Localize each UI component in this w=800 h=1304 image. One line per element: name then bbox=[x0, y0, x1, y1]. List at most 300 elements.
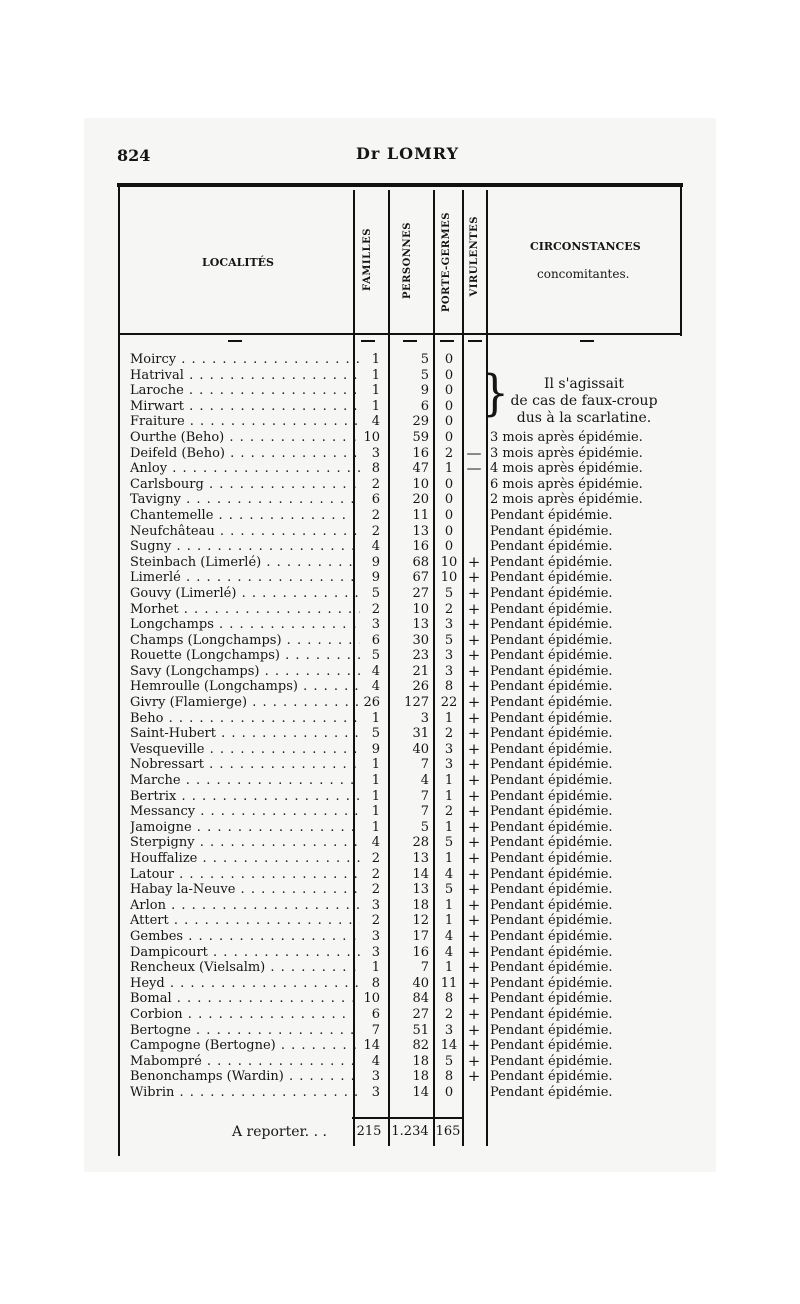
virulentes-cell: + bbox=[467, 864, 481, 883]
porte-cell: 1 bbox=[444, 960, 454, 976]
virulentes-cell: + bbox=[467, 630, 481, 649]
circonstances-cell: Pendant épidémie. bbox=[490, 866, 613, 882]
table-row bbox=[120, 804, 680, 820]
circonstances-cell: Pendant épidémie. bbox=[490, 928, 613, 944]
porte-cell: 0 bbox=[444, 383, 454, 399]
personnes-cell: 14 bbox=[412, 1084, 429, 1100]
report-personnes: 1.234 bbox=[391, 1124, 429, 1139]
table-row bbox=[120, 1004, 680, 1023]
personnes-cell: 29 bbox=[412, 414, 429, 430]
virulentes-cell: + bbox=[467, 895, 481, 914]
localite-cell: Deifeld (Beho) . . . bbox=[130, 446, 360, 462]
personnes-cell: 7 bbox=[420, 960, 429, 976]
porte-cell: 5 bbox=[444, 835, 454, 851]
localite-cell: Savy (Longchamps) . . . bbox=[130, 664, 360, 680]
localite-cell: Benonchamps (Wardin) . . . bbox=[130, 1069, 360, 1085]
personnes-cell: 10 bbox=[412, 476, 429, 492]
circonstances-cell: Pendant épidémie. bbox=[490, 819, 613, 835]
porte-cell: 0 bbox=[444, 476, 454, 492]
table-row bbox=[120, 414, 680, 430]
localite-cell: Longchamps . . . bbox=[130, 617, 360, 633]
note-line: Il s'agissait bbox=[543, 376, 625, 392]
personnes-cell: 21 bbox=[412, 663, 429, 679]
familles-cell: 6 bbox=[371, 1006, 380, 1022]
personnes-cell: 7 bbox=[420, 804, 429, 820]
personnes-cell: 17 bbox=[412, 928, 429, 944]
table-row bbox=[120, 443, 680, 462]
header-dash bbox=[580, 340, 594, 342]
circonstances-cell: Pendant épidémie. bbox=[490, 757, 613, 773]
familles-cell: 3 bbox=[371, 1084, 380, 1100]
running-head: Dr LOMRY bbox=[356, 144, 459, 163]
familles-cell: 9 bbox=[371, 570, 380, 586]
familles-cell: 26 bbox=[363, 695, 380, 711]
personnes-cell: 27 bbox=[412, 585, 429, 601]
table-row bbox=[120, 960, 680, 976]
localite-cell: Mabompré . . . bbox=[130, 1054, 360, 1070]
familles-cell: 1 bbox=[371, 819, 380, 835]
table-row bbox=[120, 648, 680, 664]
personnes-cell: 13 bbox=[412, 617, 429, 633]
localite-cell: Fraiture . . . bbox=[130, 414, 360, 430]
table-row bbox=[120, 708, 680, 727]
header-familles: FAMILLES bbox=[362, 228, 373, 291]
table-row bbox=[120, 1020, 680, 1039]
localite-cell: Givry (Flamierge) . . . bbox=[130, 695, 360, 711]
personnes-cell: 127 bbox=[404, 695, 429, 711]
familles-cell: 2 bbox=[371, 866, 380, 882]
virulentes-cell: + bbox=[467, 849, 481, 867]
circonstances-cell: Pendant épidémie. bbox=[490, 897, 613, 913]
personnes-cell: 47 bbox=[412, 461, 429, 477]
porte-cell: 5 bbox=[444, 1053, 454, 1069]
table-row bbox=[120, 895, 680, 914]
porte-cell: 3 bbox=[444, 1022, 454, 1038]
header-rule bbox=[118, 333, 681, 335]
porte-cell: 0 bbox=[444, 492, 454, 508]
table-row bbox=[120, 399, 680, 415]
personnes-cell: 40 bbox=[412, 975, 429, 991]
familles-cell: 4 bbox=[371, 539, 380, 555]
localite-cell: Bertrix . . . bbox=[130, 789, 360, 805]
note-line: de cas de faux-croup bbox=[510, 393, 658, 409]
report-porte: 165 bbox=[435, 1124, 461, 1139]
localite-cell: Ourthe (Beho) . . . bbox=[130, 430, 360, 446]
familles-cell: 2 bbox=[371, 523, 380, 539]
localite-cell: Saint-Hubert . . . bbox=[130, 726, 360, 742]
virulentes-cell: — bbox=[466, 459, 482, 478]
table-row bbox=[120, 817, 680, 836]
table-row bbox=[120, 913, 680, 929]
personnes-cell: 30 bbox=[412, 632, 429, 648]
table-row bbox=[120, 851, 680, 867]
porte-cell: 2 bbox=[444, 726, 454, 742]
familles-cell: 1 bbox=[371, 367, 380, 383]
familles-cell: 5 bbox=[371, 585, 380, 601]
personnes-cell: 28 bbox=[412, 835, 429, 851]
localite-cell: Carlsbourg . . . bbox=[130, 477, 360, 493]
familles-cell: 1 bbox=[371, 773, 380, 789]
table-row bbox=[120, 942, 680, 961]
table-row bbox=[120, 726, 680, 742]
familles-cell: 1 bbox=[371, 960, 380, 976]
localite-cell: Champs (Longchamps) . . . bbox=[130, 633, 360, 649]
personnes-cell: 5 bbox=[420, 819, 429, 835]
virulentes-cell: + bbox=[467, 817, 481, 836]
familles-cell: 5 bbox=[371, 648, 380, 664]
circonstances-cell: Pendant épidémie. bbox=[490, 648, 613, 664]
table-row bbox=[120, 991, 680, 1007]
circonstances-cell: Pendant épidémie. bbox=[490, 1006, 613, 1022]
virulentes-cell: + bbox=[467, 552, 481, 571]
porte-cell: 1 bbox=[444, 897, 454, 913]
report-label: A reporter. . . bbox=[232, 1124, 327, 1140]
table-row bbox=[120, 352, 680, 368]
localite-cell: Neufchâteau . . . bbox=[130, 524, 360, 540]
circonstances-cell: Pendant épidémie. bbox=[490, 741, 613, 757]
familles-cell: 3 bbox=[371, 944, 380, 960]
localite-cell: Habay la-Neuve . . . bbox=[130, 882, 360, 898]
circonstances-cell: Pendant épidémie. bbox=[490, 960, 613, 976]
circonstances-cell: Pendant épidémie. bbox=[490, 773, 613, 789]
familles-cell: 4 bbox=[371, 679, 380, 695]
note-line: dus à la scarlatine. bbox=[516, 410, 652, 426]
porte-cell: 2 bbox=[444, 445, 454, 461]
familles-cell: 1 bbox=[371, 398, 380, 414]
familles-cell: 2 bbox=[371, 476, 380, 492]
porte-cell: 0 bbox=[444, 352, 454, 367]
virulentes-cell: + bbox=[467, 1004, 481, 1023]
virulentes-cell: + bbox=[467, 1020, 481, 1039]
localite-cell: Hatrival . . . bbox=[130, 368, 360, 384]
circonstances-cell: Pendant épidémie. bbox=[490, 507, 613, 523]
personnes-cell: 11 bbox=[412, 507, 429, 523]
porte-cell: 3 bbox=[444, 757, 454, 773]
familles-cell: 5 bbox=[371, 726, 380, 742]
table-body bbox=[120, 352, 680, 1101]
localite-cell: Latour . . . bbox=[130, 867, 360, 883]
personnes-cell: 59 bbox=[412, 429, 429, 445]
localite-cell: Moircy . . . bbox=[130, 352, 360, 368]
table-row bbox=[120, 773, 680, 789]
table-row bbox=[120, 973, 680, 992]
virulentes-cell: — bbox=[466, 443, 482, 462]
familles-cell: 3 bbox=[371, 928, 380, 944]
personnes-cell: 16 bbox=[412, 445, 429, 461]
circonstances-cell: Pendant épidémie. bbox=[490, 1022, 613, 1038]
table-row bbox=[120, 1069, 680, 1085]
localite-cell: Bertogne . . . bbox=[130, 1023, 360, 1039]
table-row bbox=[120, 882, 680, 898]
circonstances-cell: 2 mois après épidémie. bbox=[490, 492, 643, 508]
virulentes-cell: + bbox=[467, 646, 481, 665]
porte-cell: 1 bbox=[444, 773, 454, 789]
circonstances-cell: Pendant épidémie. bbox=[490, 710, 613, 726]
circonstances-cell: Pendant épidémie. bbox=[490, 554, 613, 570]
circonstances-cell: Pendant épidémie. bbox=[490, 570, 613, 586]
circonstances-cell: Pendant épidémie. bbox=[490, 679, 613, 695]
familles-cell: 6 bbox=[371, 492, 380, 508]
porte-cell: 4 bbox=[444, 928, 454, 944]
virulentes-cell: + bbox=[467, 786, 481, 805]
personnes-cell: 14 bbox=[412, 866, 429, 882]
table-row bbox=[120, 599, 680, 618]
localite-cell: Attert . . . bbox=[130, 913, 360, 929]
circonstances-cell: Pendant épidémie. bbox=[490, 913, 613, 929]
personnes-cell: 7 bbox=[420, 757, 429, 773]
localite-cell: Tavigny . . . bbox=[130, 492, 360, 508]
porte-cell: 0 bbox=[444, 539, 454, 555]
porte-cell: 0 bbox=[444, 398, 454, 414]
porte-cell: 10 bbox=[440, 554, 458, 570]
localite-cell: Chantemelle . . . bbox=[130, 508, 360, 524]
table-row bbox=[120, 524, 680, 540]
table-row bbox=[120, 552, 680, 571]
porte-cell: 0 bbox=[444, 429, 454, 445]
table-row bbox=[120, 539, 680, 555]
familles-cell: 10 bbox=[363, 991, 380, 1007]
familles-cell: 1 bbox=[371, 710, 380, 726]
familles-cell: 9 bbox=[371, 554, 380, 570]
personnes-cell: 16 bbox=[412, 944, 429, 960]
table-row bbox=[120, 508, 680, 524]
personnes-cell: 4 bbox=[420, 773, 429, 789]
virulentes-cell: + bbox=[467, 942, 481, 961]
header-porte-germes: PORTE-GERMES bbox=[441, 212, 452, 313]
familles-cell: 3 bbox=[371, 617, 380, 633]
familles-cell: 10 bbox=[363, 429, 380, 445]
header-dash bbox=[440, 340, 454, 342]
table-row bbox=[120, 1051, 680, 1070]
personnes-cell: 18 bbox=[412, 1053, 429, 1069]
familles-cell: 2 bbox=[371, 882, 380, 898]
localite-cell: Messancy . . . bbox=[130, 804, 360, 820]
personnes-cell: 12 bbox=[412, 913, 429, 929]
circonstances-cell: Pendant épidémie. bbox=[490, 1069, 613, 1085]
virulentes-cell: + bbox=[467, 880, 481, 899]
localite-cell: Corbion . . . bbox=[130, 1007, 360, 1023]
personnes-cell: 82 bbox=[412, 1038, 429, 1054]
personnes-cell: 51 bbox=[412, 1022, 429, 1038]
porte-cell: 10 bbox=[440, 570, 458, 586]
virulentes-cell: + bbox=[467, 771, 481, 790]
familles-cell: 8 bbox=[371, 461, 380, 477]
localite-cell: Anloy . . . bbox=[130, 461, 360, 477]
localite-cell: Bomal . . . bbox=[130, 991, 360, 1007]
table-row bbox=[120, 570, 680, 586]
circonstances-cell: Pendant épidémie. bbox=[490, 695, 613, 711]
localite-cell: Dampicourt . . . bbox=[130, 945, 360, 961]
circonstances-cell: Pendant épidémie. bbox=[490, 726, 613, 742]
table-row bbox=[120, 695, 680, 711]
porte-cell: 0 bbox=[444, 367, 454, 383]
table-row bbox=[120, 368, 680, 384]
virulentes-cell: + bbox=[467, 911, 481, 930]
porte-cell: 5 bbox=[444, 585, 454, 601]
localite-cell: Morhet . . . bbox=[130, 602, 360, 618]
personnes-cell: 67 bbox=[412, 570, 429, 586]
table-row bbox=[120, 430, 680, 446]
circonstances-cell: Pendant épidémie. bbox=[490, 663, 613, 679]
personnes-cell: 16 bbox=[412, 539, 429, 555]
circonstances-cell: 4 mois après épidémie. bbox=[490, 461, 643, 477]
virulentes-cell: + bbox=[467, 708, 481, 727]
localite-cell: Gouvy (Limerlé) . . . bbox=[130, 586, 360, 602]
porte-cell: 5 bbox=[444, 632, 454, 648]
localite-cell: Beho . . . bbox=[130, 711, 360, 727]
circonstances-cell: Pendant épidémie. bbox=[490, 944, 613, 960]
circonstances-cell: Pendant épidémie. bbox=[490, 585, 613, 601]
porte-cell: 3 bbox=[444, 617, 454, 633]
familles-cell: 4 bbox=[371, 1053, 380, 1069]
total-rule bbox=[352, 1117, 464, 1119]
table-row bbox=[120, 1085, 680, 1101]
localite-cell: Campogne (Bertogne) . . . bbox=[130, 1038, 360, 1054]
familles-cell: 3 bbox=[371, 1069, 380, 1085]
porte-cell: 0 bbox=[444, 523, 454, 539]
porte-cell: 14 bbox=[440, 1038, 458, 1054]
localite-cell: Mirwart . . . bbox=[130, 399, 360, 415]
virulentes-cell: + bbox=[467, 677, 481, 696]
localite-cell: Marche . . . bbox=[130, 773, 360, 789]
porte-cell: 3 bbox=[444, 648, 454, 664]
personnes-cell: 23 bbox=[412, 648, 429, 664]
personnes-cell: 5 bbox=[420, 352, 429, 367]
virulentes-cell: + bbox=[467, 1036, 481, 1055]
porte-cell: 2 bbox=[444, 1006, 454, 1022]
circonstances-cell: Pendant épidémie. bbox=[490, 1038, 613, 1054]
porte-cell: 22 bbox=[440, 695, 458, 711]
table-row bbox=[120, 461, 680, 477]
familles-cell: 3 bbox=[371, 445, 380, 461]
personnes-cell: 6 bbox=[420, 398, 429, 414]
familles-cell: 2 bbox=[371, 913, 380, 929]
porte-cell: 8 bbox=[444, 1069, 454, 1085]
header-localites: LOCALITÉS bbox=[202, 256, 274, 269]
personnes-cell: 40 bbox=[412, 741, 429, 757]
porte-cell: 4 bbox=[444, 944, 454, 960]
familles-cell: 9 bbox=[371, 741, 380, 757]
porte-cell: 3 bbox=[444, 741, 454, 757]
table-row bbox=[120, 492, 680, 508]
personnes-cell: 9 bbox=[420, 383, 429, 399]
localite-cell: Gembes . . . bbox=[130, 929, 360, 945]
table-row bbox=[120, 617, 680, 633]
virulentes-cell: + bbox=[467, 693, 481, 712]
circonstances-cell: Pendant épidémie. bbox=[490, 975, 613, 991]
localite-cell: Heyd . . . bbox=[130, 976, 360, 992]
circonstances-cell: Pendant épidémie. bbox=[490, 804, 613, 820]
personnes-cell: 18 bbox=[412, 1069, 429, 1085]
virulentes-cell: + bbox=[467, 833, 481, 852]
localite-cell: Rouette (Longchamps) . . . bbox=[130, 648, 360, 664]
header-virulentes: VIRULENTES bbox=[469, 216, 480, 297]
virulentes-cell: + bbox=[467, 739, 481, 758]
porte-cell: 1 bbox=[444, 710, 454, 726]
page-number: 824 bbox=[117, 146, 151, 165]
header-circonstances: CIRCONSTANCES bbox=[530, 240, 641, 253]
porte-cell: 8 bbox=[444, 679, 454, 695]
localite-cell: Nobressart . . . bbox=[130, 757, 360, 773]
localite-cell: Steinbach (Limerlé) . . . bbox=[130, 555, 360, 571]
porte-cell: 1 bbox=[444, 461, 454, 477]
virulentes-cell: + bbox=[467, 615, 481, 634]
porte-cell: 8 bbox=[444, 991, 454, 1007]
circonstances-cell: Pendant épidémie. bbox=[490, 788, 613, 804]
familles-cell: 8 bbox=[371, 975, 380, 991]
localite-cell: Houffalize . . . bbox=[130, 851, 360, 867]
personnes-cell: 5 bbox=[420, 367, 429, 383]
familles-cell: 6 bbox=[371, 632, 380, 648]
circonstances-cell: Pendant épidémie. bbox=[490, 882, 613, 898]
circonstances-cell: Pendant épidémie. bbox=[490, 632, 613, 648]
familles-cell: 2 bbox=[371, 851, 380, 866]
porte-cell: 3 bbox=[444, 663, 454, 679]
localite-cell: Arlon . . . bbox=[130, 898, 360, 914]
porte-cell: 0 bbox=[444, 1084, 454, 1100]
localite-cell: Jamoigne . . . bbox=[130, 820, 360, 836]
porte-cell: 1 bbox=[444, 819, 454, 835]
personnes-cell: 31 bbox=[412, 726, 429, 742]
header-personnes: PERSONNES bbox=[402, 222, 413, 300]
personnes-cell: 3 bbox=[420, 710, 429, 726]
circonstances-cell: 3 mois après épidémie. bbox=[490, 445, 643, 461]
circonstances-cell: Pendant épidémie. bbox=[490, 539, 613, 555]
localite-cell: Wibrin . . . bbox=[130, 1085, 360, 1101]
table-row bbox=[120, 1038, 680, 1054]
porte-cell: 1 bbox=[444, 788, 454, 804]
personnes-cell: 27 bbox=[412, 1006, 429, 1022]
virulentes-cell: + bbox=[467, 926, 481, 945]
header-concomitantes: concomitantes. bbox=[537, 267, 630, 281]
virulentes-cell: + bbox=[467, 755, 481, 774]
brace-icon: } bbox=[481, 365, 509, 422]
circonstances-cell: Pendant épidémie. bbox=[490, 835, 613, 851]
familles-cell: 14 bbox=[363, 1038, 380, 1054]
familles-cell: 2 bbox=[371, 601, 380, 617]
circonstances-cell: Pendant épidémie. bbox=[490, 1053, 613, 1069]
familles-cell: 4 bbox=[371, 663, 380, 679]
table-row bbox=[120, 926, 680, 945]
circonstances-cell: Pendant épidémie. bbox=[490, 523, 613, 539]
virulentes-cell: + bbox=[467, 568, 481, 587]
localite-cell: Rencheux (Vielsalm) . . . bbox=[130, 960, 360, 976]
personnes-cell: 13 bbox=[412, 882, 429, 898]
virulentes-cell: + bbox=[467, 989, 481, 1008]
table-row bbox=[120, 786, 680, 805]
personnes-cell: 84 bbox=[412, 991, 429, 1007]
report-familles: 215 bbox=[356, 1124, 382, 1139]
table-row bbox=[120, 835, 680, 851]
porte-cell: 1 bbox=[444, 913, 454, 929]
virulentes-cell: + bbox=[467, 599, 481, 618]
localite-cell: Sugny . . . bbox=[130, 539, 360, 555]
familles-cell: 1 bbox=[371, 352, 380, 367]
circonstances-cell: 6 mois après épidémie. bbox=[490, 476, 643, 492]
familles-cell: 1 bbox=[371, 757, 380, 773]
porte-cell: 0 bbox=[444, 414, 454, 430]
porte-cell: 5 bbox=[444, 882, 454, 898]
circonstances-cell: Pendant épidémie. bbox=[490, 601, 613, 617]
table-row bbox=[120, 383, 680, 399]
personnes-cell: 20 bbox=[412, 492, 429, 508]
familles-cell: 1 bbox=[371, 788, 380, 804]
porte-cell: 1 bbox=[444, 851, 454, 866]
familles-cell: 1 bbox=[371, 383, 380, 399]
virulentes-cell: + bbox=[467, 661, 481, 680]
table-row bbox=[120, 583, 680, 602]
personnes-cell: 13 bbox=[412, 851, 429, 866]
